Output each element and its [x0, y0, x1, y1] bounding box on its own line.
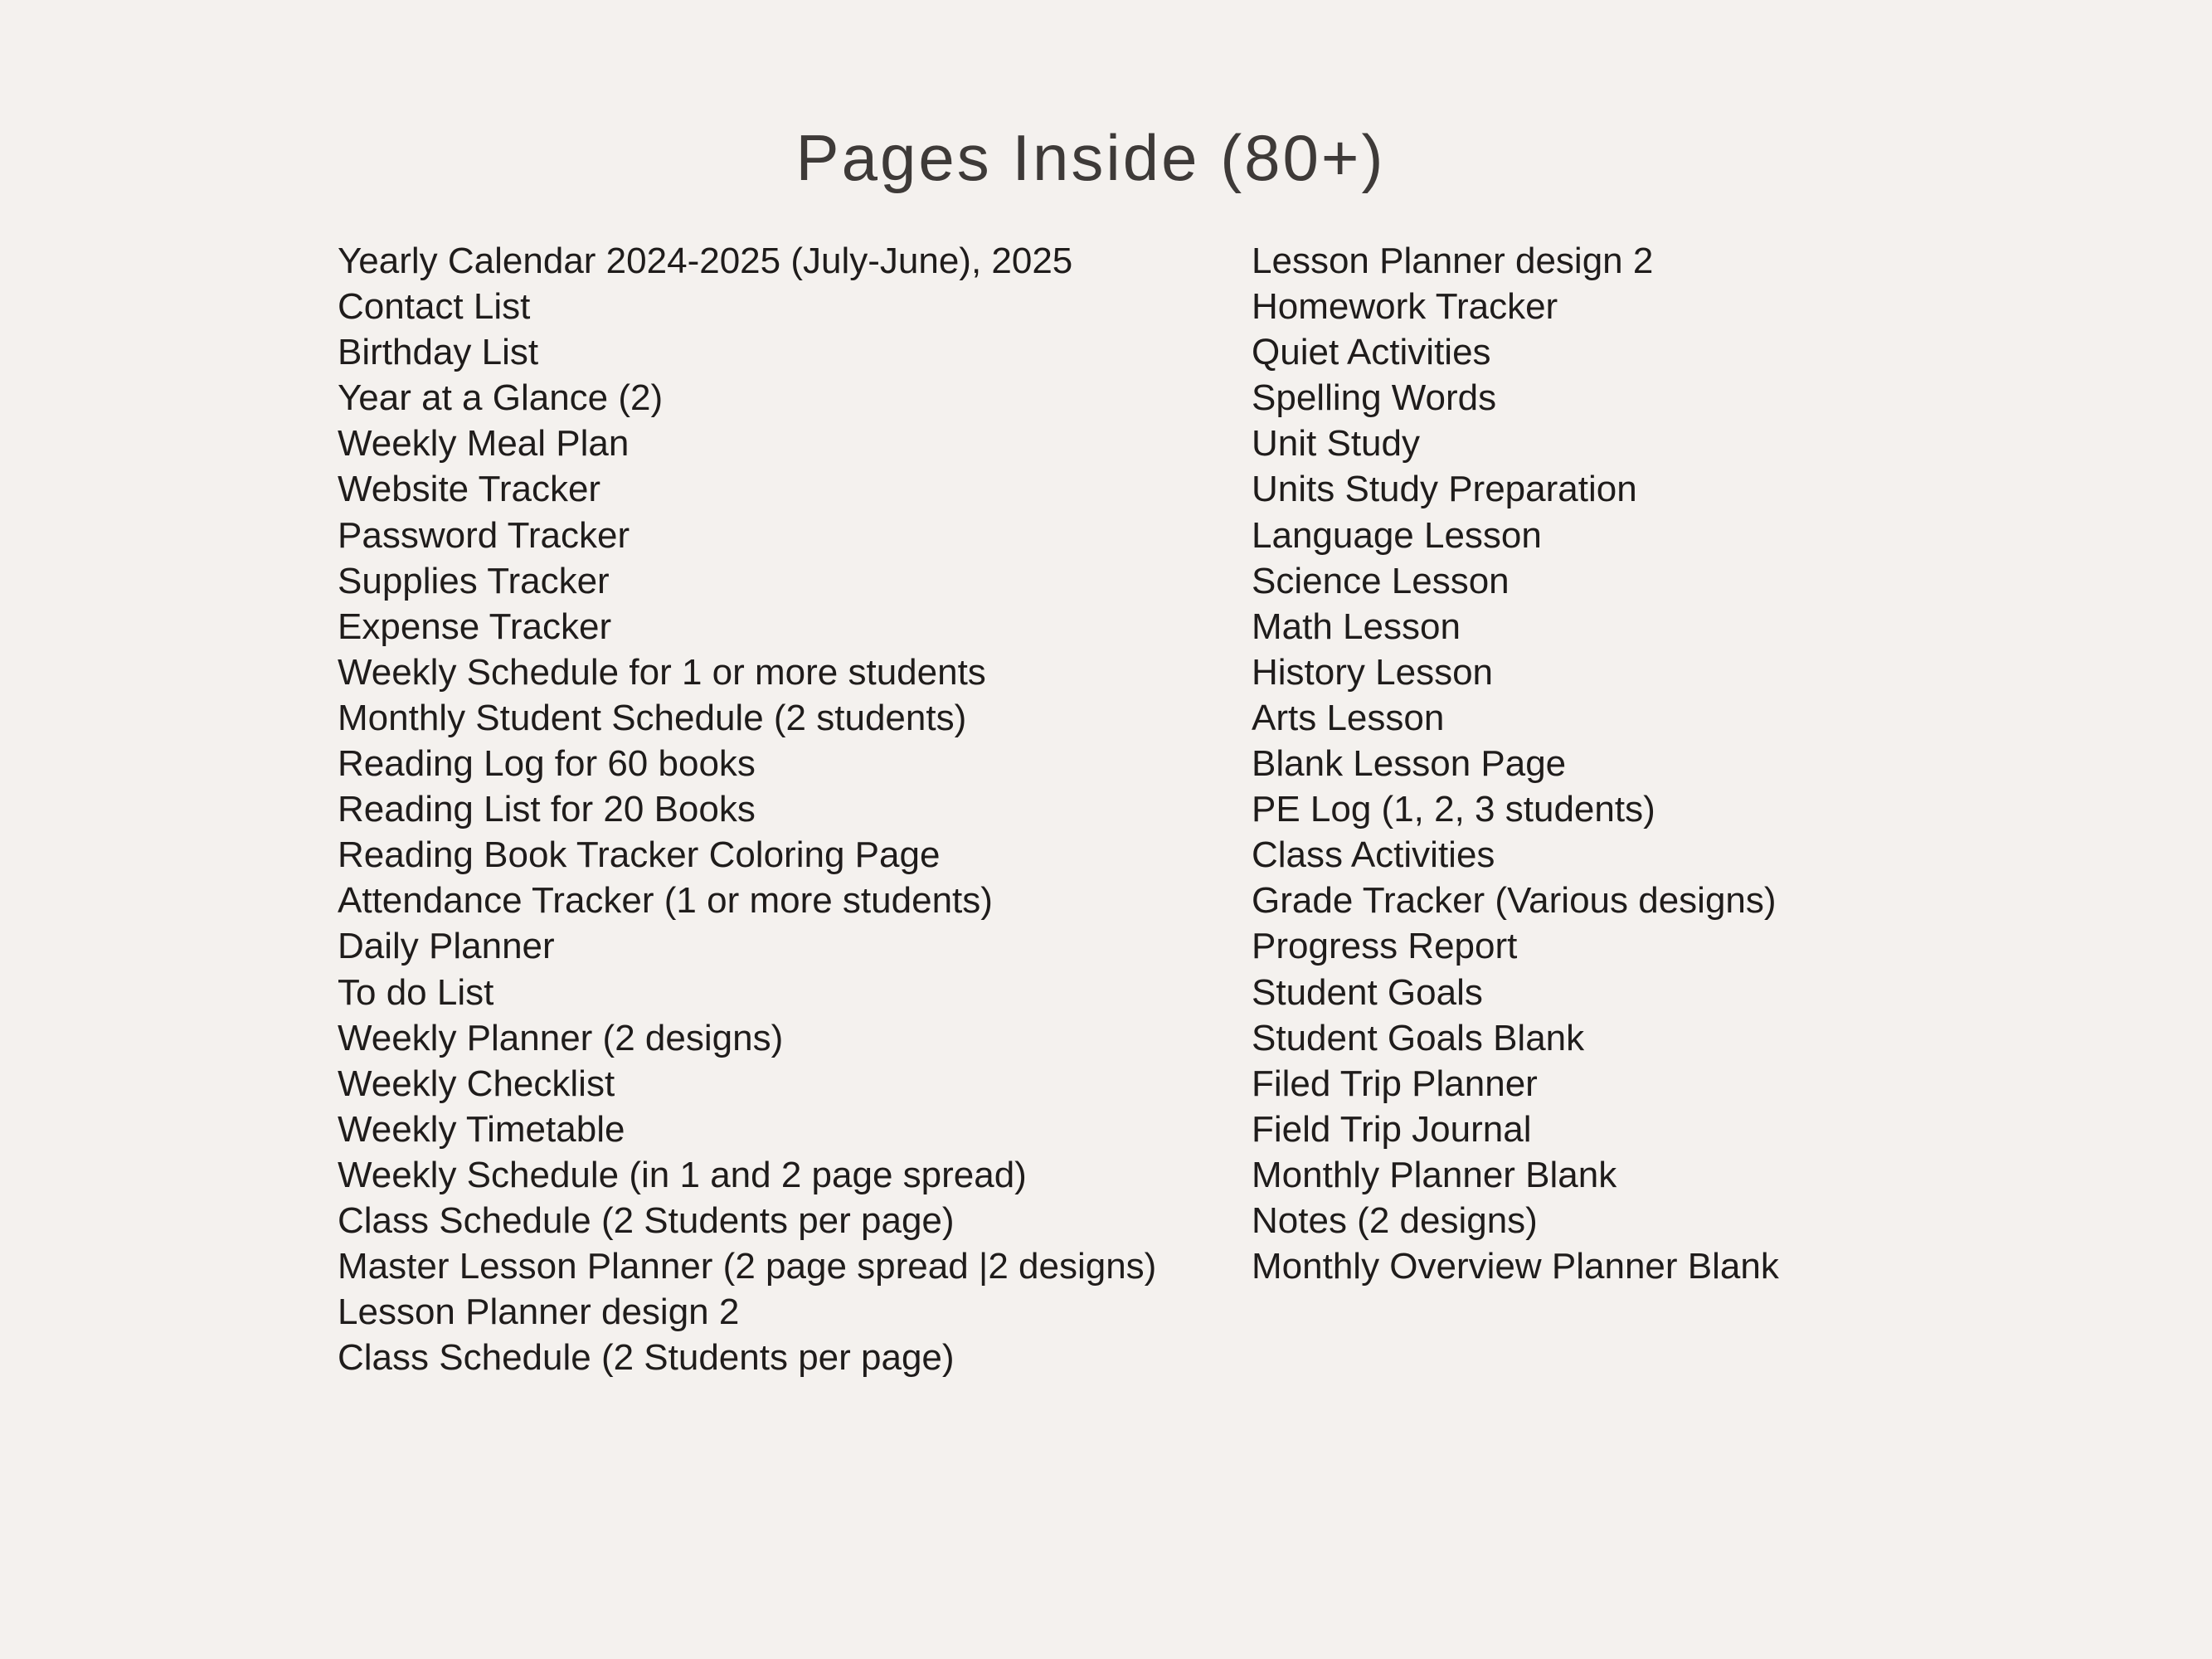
list-item: Grade Tracker (Various designs) [1252, 880, 1777, 922]
list-item: Daily Planner [338, 926, 555, 967]
list-item: Student Goals [1252, 971, 1483, 1013]
list-item: Quiet Activities [1252, 332, 1491, 373]
list-item: Lesson Planner design 2 [338, 1292, 740, 1333]
list-item: Notes (2 designs) [1252, 1199, 1538, 1241]
list-item: Weekly Schedule for 1 or more students [338, 651, 986, 693]
list-item: Reading Book Tracker Coloring Page [338, 834, 941, 876]
page-title: Pages Inside (80+) [795, 121, 1386, 194]
list-item: Spelling Words [1252, 377, 1497, 419]
list-item: Class Schedule (2 Students per page) [338, 1199, 955, 1241]
list-item: Password Tracker [338, 514, 630, 556]
list-item: Filed Trip Planner [1252, 1063, 1538, 1104]
list-item: PE Log (1, 2, 3 students) [1252, 789, 1655, 830]
list-item: Language Lesson [1252, 514, 1542, 556]
list-item: Class Schedule (2 Students per page) [338, 1337, 955, 1379]
list-item: Contact List [338, 286, 531, 328]
pages-list-left [338, 238, 1200, 1380]
list-item: Field Trip Journal [1252, 1108, 1532, 1150]
list-item: Weekly Schedule (in 1 and 2 page spread) [338, 1154, 1027, 1195]
list-item: Yearly Calendar 2024-2025 (July-June), 2025 [338, 241, 1073, 281]
list-item: Weekly Meal Plan [338, 423, 630, 465]
list-item: Weekly Timetable [338, 1108, 625, 1150]
list-item: Website Tracker [338, 469, 601, 510]
list-item: Master Lesson Planner (2 page spread |2 designs) [338, 1246, 1157, 1287]
list-item: Progress Report [1252, 926, 1518, 967]
list-item: Homework Tracker [1252, 286, 1558, 328]
list-item: Lesson Planner design 2 [1252, 241, 1654, 281]
list-item: History Lesson [1252, 651, 1494, 693]
list-item: Monthly Overview Planner Blank [1252, 1246, 1779, 1287]
list-item: Reading List for 20 Books [338, 789, 756, 830]
list-item: Student Goals Blank [1252, 1017, 1585, 1058]
list-item: Science Lesson [1252, 560, 1510, 601]
pages-list-right [1252, 238, 2164, 1289]
list-item: Unit Study [1252, 423, 1420, 465]
list-item: To do List [338, 971, 494, 1013]
list-item: Reading Log for 60 books [338, 743, 756, 785]
list-item: Birthday List [338, 332, 539, 373]
list-item: Expense Tracker [338, 606, 612, 647]
list-item: Monthly Planner Blank [1252, 1154, 1617, 1195]
list-item: Attendance Tracker (1 or more students) [338, 880, 993, 922]
list-item: Blank Lesson Page [1252, 743, 1567, 785]
list-item: Class Activities [1252, 834, 1495, 876]
list-item: Supplies Tracker [338, 560, 610, 601]
list-item: Math Lesson [1252, 606, 1461, 647]
list-item: Arts Lesson [1252, 697, 1445, 738]
list-item: Weekly Planner (2 designs) [338, 1017, 784, 1058]
list-item: Weekly Checklist [338, 1063, 615, 1104]
list-item: Units Study Preparation [1252, 469, 1637, 510]
list-item: Year at a Glance (2) [338, 377, 664, 419]
list-item: Monthly Student Schedule (2 students) [338, 697, 967, 738]
